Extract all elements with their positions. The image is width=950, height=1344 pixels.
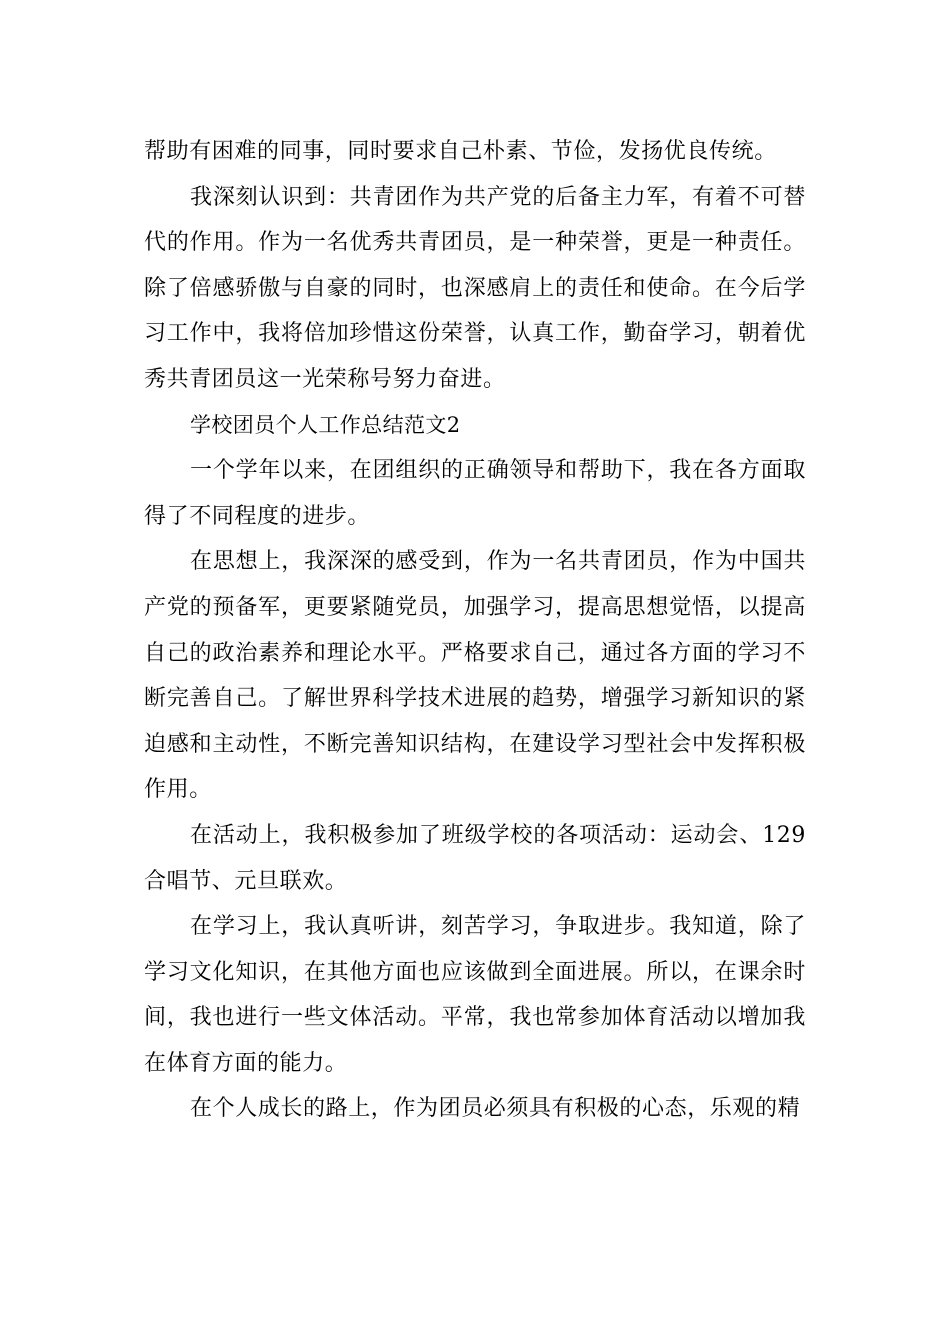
paragraph: 我深刻认识到：共青团作为共产党的后备主力军，有着不可替代的作用。作为一名优秀共青团员，是一种荣誉，更是一种责任。除了倍感骄傲与自豪的同时，也深感肩上的责任和使命。在今后学习工作中，我将倍加珍惜这份荣誉，认真工作，勤奋学习，朝着优秀共青团员这一光荣称号努力奋进。 [144,184,806,392]
document-body [144,129,806,1132]
paragraph: 一个学年以来，在团组织的正确领导和帮助下，我在各方面取得了不同程度的进步。 [144,458,806,529]
paragraph: 在活动上，我积极参加了班级学校的各项活动：运动会、129合唱节、元旦联欢。 [144,822,806,894]
paragraph-continued: 帮助有困难的同事，同时要求自己朴素、节俭，发扬优良传统。 [144,139,777,164]
paragraph: 在学习上，我认真听讲，刻苦学习，争取进步。我知道，除了学习文化知识，在其他方面也应该做到全面进展。所以，在课余时间，我也进行一些文体活动。平常，我也常参加体育活动以增加我在体育方面的能力。 [144,914,806,1076]
paragraph: 在思想上，我深深的感受到，作为一名共青团员，作为中国共产党的预备军，更要紧随党员，加强学习，提高思想觉悟，以提高自己的政治素养和理论水平。严格要求自己，通过各方面的学习不断完善自己。了解世界科学技术进展的趋势，增强学习新知识的紧迫感和主动性，不断完善知识结构，在建设学习型社会中发挥积极作用。 [144,549,806,803]
section-heading: 学校团员个人工作总结范文2 [190,412,461,437]
paragraph: 在个人成长的路上，作为团员必须具有积极的心态，乐观的精 [190,1096,801,1122]
